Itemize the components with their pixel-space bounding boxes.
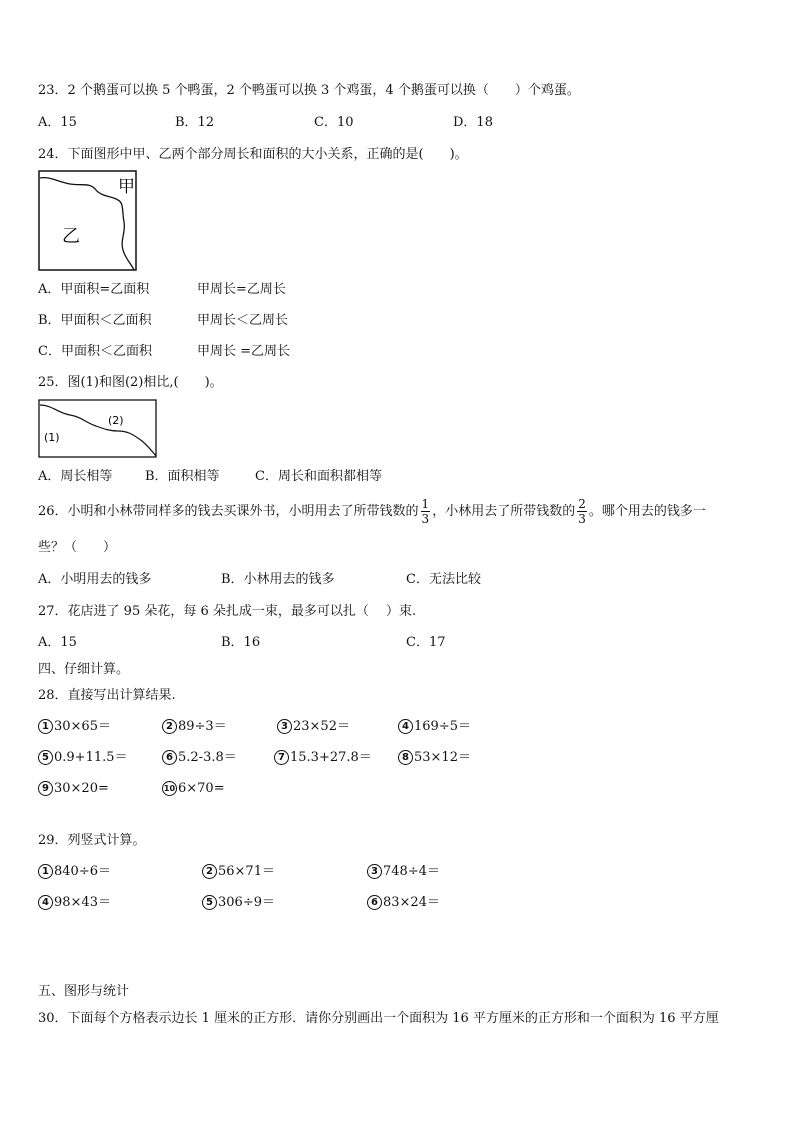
q24-option-b-area: B．甲面积＜乙面积 xyxy=(38,313,152,328)
q28-stem: 28．直接写出计算结果. xyxy=(38,688,176,703)
q29-item-3-expr: 748÷4＝ xyxy=(383,864,440,879)
q28-item-2-number: 2 xyxy=(162,719,177,734)
q23-stem: 23．2 个鹅蛋可以换 5 个鸭蛋，2 个鸭蛋可以换 3 个鸡蛋，4 个鹅蛋可以换（ ）个鸡蛋。 xyxy=(38,83,580,98)
q28-item-5 xyxy=(38,750,128,766)
q29-stem: 29．列竖式计算。 xyxy=(38,833,146,848)
q29-item-4-number: 4 xyxy=(38,895,53,910)
q28-item-10 xyxy=(162,781,225,797)
q29-item-6 xyxy=(367,895,440,911)
q29-item-4 xyxy=(38,895,111,911)
q29-item-5-expr: 306÷9＝ xyxy=(218,895,275,910)
q28-item-4 xyxy=(398,719,471,735)
q28-item-6-expr: 5.2-3.8＝ xyxy=(178,750,237,765)
q25-option-c: C．周长和面积都相等 xyxy=(255,469,382,484)
q26-frac2-num: 2 xyxy=(578,497,586,511)
q28-item-3 xyxy=(277,719,350,735)
q24-option-a-perimeter: 甲周长=乙周长 xyxy=(197,282,286,297)
q29-item-2-expr: 56×71＝ xyxy=(218,864,275,879)
q25-label-2: (2) xyxy=(108,414,124,427)
q23-option-c: C．10 xyxy=(314,115,354,130)
q28-item-5-expr: 0.9+11.5＝ xyxy=(54,750,128,765)
section-4-heading: 四、仔细计算。 xyxy=(38,662,130,677)
q26-frac1-den: 3 xyxy=(421,512,430,526)
q24-stem: 24．下面图形中甲、乙两个部分周长和面积的大小关系，正确的是( )。 xyxy=(38,147,468,162)
q28-item-4-number: 4 xyxy=(398,719,413,734)
q29-item-4-expr: 98×43＝ xyxy=(54,895,111,910)
q25-stem: 25．图(1)和图(2)相比,( )。 xyxy=(38,375,223,390)
q30-stem: 30．下面每个方格表示边长 1 厘米的正方形．请你分别画出一个面积为 16 平方厘米的正方形和一个面积为 16 平方厘 xyxy=(38,1011,719,1026)
q28-item-1 xyxy=(38,719,111,735)
q28-item-10-number: 10 xyxy=(162,781,177,796)
q28-item-9-number: 9 xyxy=(38,781,53,796)
q28-item-8-number: 8 xyxy=(398,750,413,765)
q29-item-3 xyxy=(367,864,440,880)
q23-option-a: A．15 xyxy=(38,115,77,130)
q29-item-1-expr: 840÷6＝ xyxy=(54,864,111,879)
q28-item-10-expr: 6×70= xyxy=(178,781,225,796)
q26-frac1-num: 1 xyxy=(421,497,430,511)
q28-item-5-number: 5 xyxy=(38,750,53,765)
q25-figure-frame xyxy=(39,400,156,457)
q26-option-b: B．小林用去的钱多 xyxy=(221,572,335,587)
q23-option-b: B．12 xyxy=(175,115,215,130)
q29-item-6-expr: 83×24＝ xyxy=(383,895,440,910)
q26-stem-part2: ，小林用去了所带钱数的 xyxy=(432,504,576,519)
q26-stem-line2: 些？（ ） xyxy=(38,540,117,555)
q29-item-3-number: 3 xyxy=(367,864,382,879)
q27-option-c: C．17 xyxy=(406,635,446,650)
q26-frac2-den: 3 xyxy=(578,512,586,526)
q28-item-7 xyxy=(274,750,372,766)
q26-stem-part3: 。哪个用去的钱多一 xyxy=(588,504,706,519)
q28-item-2 xyxy=(162,719,227,735)
q25-option-a: A．周长相等 xyxy=(38,469,113,484)
q26-option-c: C．无法比较 xyxy=(406,572,481,587)
q29-item-2-number: 2 xyxy=(202,864,217,879)
q28-item-6-number: 6 xyxy=(162,750,177,765)
q27-stem: 27．花店进了 95 朵花，每 6 朵扎成一束，最多可以扎（ ）束. xyxy=(38,604,417,619)
q28-item-3-expr: 23×52＝ xyxy=(293,719,350,734)
q28-item-1-expr: 30×65＝ xyxy=(54,719,111,734)
q26-stem-part1: 26．小明和小林带同样多的钱去买课外书，小明用去了所带钱数的 xyxy=(38,504,419,519)
q28-item-9-expr: 30×20= xyxy=(54,781,109,796)
q25-label-1: (1) xyxy=(44,431,60,444)
q26-fraction-2 xyxy=(577,497,587,526)
q29-item-5-number: 5 xyxy=(202,895,217,910)
q24-option-c-area: C．甲面积＜乙面积 xyxy=(38,344,152,359)
q24-option-a-area: A．甲面积=乙面积 xyxy=(38,282,150,297)
q28-item-3-number: 3 xyxy=(277,719,292,734)
q26-option-a: A．小明用去的钱多 xyxy=(38,572,152,587)
q26-fraction-1 xyxy=(421,497,431,526)
q24-option-b-perimeter: 甲周长＜乙周长 xyxy=(197,313,289,328)
q26-stem-line1 xyxy=(38,497,706,527)
q29-item-2 xyxy=(202,864,275,880)
q27-option-a: A．15 xyxy=(38,635,77,650)
q25-figure xyxy=(38,399,158,459)
q29-item-1-number: 1 xyxy=(38,864,53,879)
q28-item-8-expr: 53×12＝ xyxy=(414,750,471,765)
q24-label-yi: 乙 xyxy=(62,226,80,247)
q24-figure xyxy=(38,170,138,272)
q24-label-jia: 甲 xyxy=(118,177,135,197)
q24-option-c-perimeter: 甲周长 =乙周长 xyxy=(197,344,291,359)
q28-item-6 xyxy=(162,750,237,766)
q28-item-9 xyxy=(38,781,109,797)
q28-item-2-expr: 89÷3＝ xyxy=(178,719,227,734)
q28-item-1-number: 1 xyxy=(38,719,53,734)
q27-option-b: B．16 xyxy=(221,635,261,650)
q23-option-d: D．18 xyxy=(453,115,493,130)
q28-item-7-expr: 15.3+27.8＝ xyxy=(290,750,372,765)
q28-item-4-expr: 169÷5＝ xyxy=(414,719,471,734)
q29-item-6-number: 6 xyxy=(367,895,382,910)
q25-option-b: B．面积相等 xyxy=(145,469,220,484)
q28-item-8 xyxy=(398,750,471,766)
q28-item-7-number: 7 xyxy=(274,750,289,765)
q29-item-1 xyxy=(38,864,111,880)
section-5-heading: 五、图形与统计 xyxy=(38,984,130,999)
q29-item-5 xyxy=(202,895,275,911)
